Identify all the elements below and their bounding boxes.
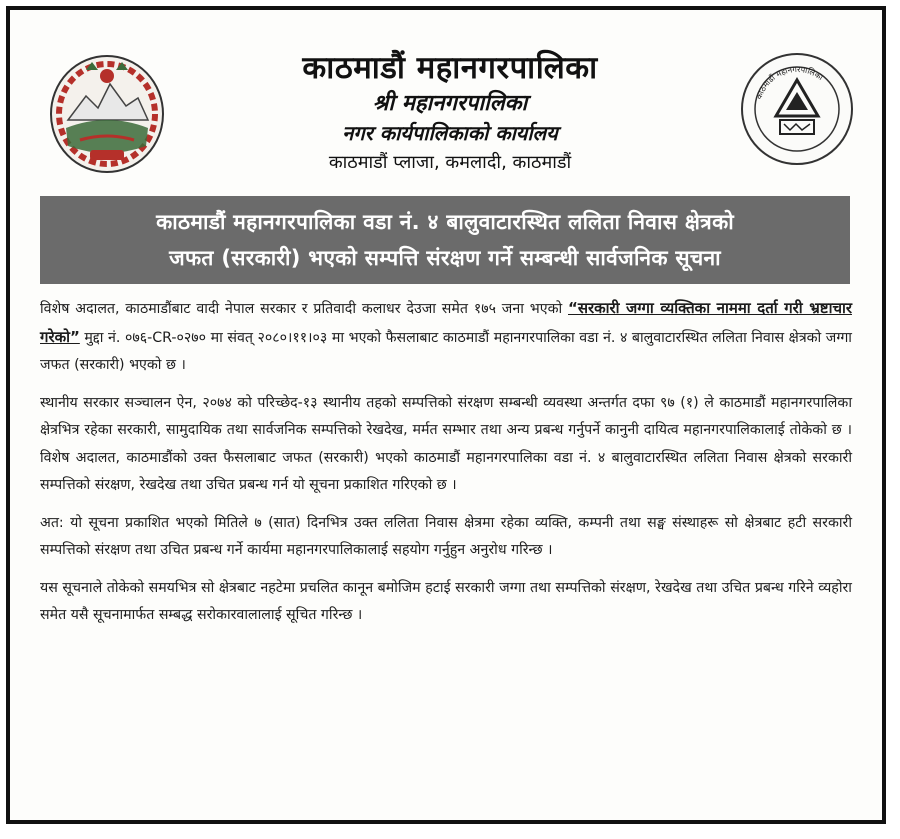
notice-body xyxy=(40,295,852,640)
title-block xyxy=(200,48,700,178)
notice-title-banner xyxy=(40,196,850,284)
paragraph-1-intro: विशेष अदालत, काठमाडौंबाट वादी नेपाल सरकार र प्रतिवादी कलाधर देउजा समेत १७५ जना भएको xyxy=(40,301,568,317)
org-name: काठमाडौं महानगरपालिका xyxy=(302,50,598,86)
nepal-emblem-icon xyxy=(46,48,168,176)
paragraph-2: स्थानीय सरकार सञ्चालन ऐन, २०७४ को परिच्छेद-१३ स्थानीय तहको सम्पत्तिको संरक्षण सम्बन्धी व्यवस्था अन्तर्गत दफा ९७ (१) ले काठमाडौं महानगरपालिका क्षेत्रभित्र रहेका सरकारी, सामुदायिक तथा सार्वजनिक सम्पत्तिको रेखदेख, मर्मत सम्भार तथा अन्य प्रबन्ध गर्नुपर्ने कानुनी दायित्व महानगरपालिकालाई तोकेको छ । विशेष अदालत, काठमाडौंको उक्त फैसलाबाट जफत (सरकारी) भएको काठमाडौं महानगरपालिका वडा नं. ४ बालुवाटारस्थित ललिता निवास क्षेत्रको सरकारी सम्पत्तिको संरक्षण, रेखदेख तथा उचित प्रबन्ध गर्न यो सूचना प्रकाशित गरिएको छ । xyxy=(40,394,852,493)
office-address: काठमाडौं प्लाजा, कमलादी, काठमाडौं xyxy=(328,152,572,173)
kmc-seal-icon xyxy=(738,50,856,168)
notice-title-line-2: जफत (सरकारी) भएको सम्पत्ति संरक्षण गर्ने सम्बन्धी सार्वजनिक सूचना xyxy=(169,246,721,270)
notice-header xyxy=(10,10,882,190)
paragraph-3: अत: यो सूचना प्रकाशित भएको मितिले ७ (सात) दिनभित्र उक्त ललिता निवास क्षेत्रमा रहेका व्यक्ति, कम्पनी तथा सङ्घ संस्थाहरू सो क्षेत्रबाट हटी सरकारी सम्पत्तिको संरक्षण तथा उचित प्रबन्ध गर्ने कार्यमा महानगरपालिकालाई सहयोग गर्नुहुन अनुरोध गरिन्छ । xyxy=(40,514,852,558)
notice-frame xyxy=(6,6,886,824)
paragraph-1-rest: मुद्दा नं. ०७६-CR-०२७० मा संवत् २०८०।११।०३ मा भएको फैसलाबाट काठमाडौं महानगरपालिका वडा नं. ४ बालुवाटारस्थित ललिता निवास क्षेत्रको जग्गा जफत (सरकारी) भएको छ । xyxy=(40,329,852,373)
org-subtitle: श्री महानगरपालिका xyxy=(372,90,528,116)
office-name: नगर कार्यपालिकाको कार्यालय xyxy=(342,121,558,145)
svg-text:काठमाडौं महानगरपालिका: काठमाडौं महानगरपालिका xyxy=(754,64,825,101)
notice-title-line-1: काठमाडौं महानगरपालिका वडा नं. ४ बालुवाटारस्थित ललिता निवास क्षेत्रको xyxy=(156,210,734,234)
case-title-quote: “सरकारी जग्गा व्यक्तिका नाममा दर्ता गरी भ्रष्टाचार गरेको” xyxy=(40,299,852,346)
paragraph-4: यस सूचनाले तोकेको समयभित्र सो क्षेत्रबाट नहटेमा प्रचलित कानून बमोजिम हटाई सरकारी जग्गा तथा सम्पत्तिको संरक्षण, रेखदेख तथा उचित प्रबन्ध गरिने व्यहोरा समेत यसै सूचनामार्फत सम्बद्ध सरोकारवालालाई सूचित गरिन्छ । xyxy=(40,579,852,623)
paragraph-1 xyxy=(40,295,852,380)
